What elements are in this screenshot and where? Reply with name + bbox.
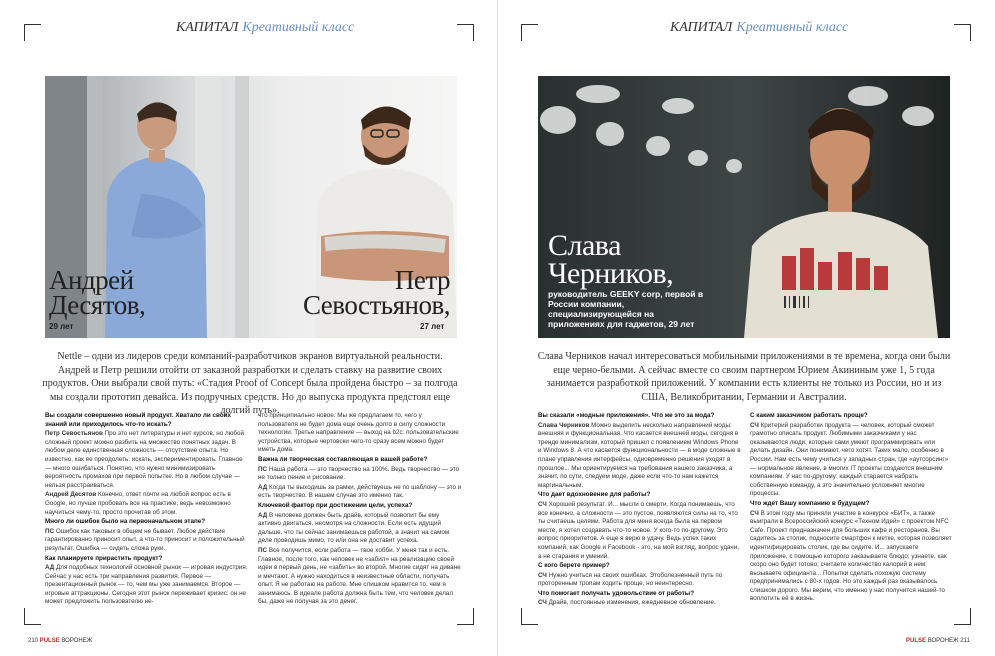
speaker-label: АД (45, 564, 55, 572)
lead-paragraph: Nettle – одни из лидеров среди компаний-разработчиков экранов виртуальной реальности. Андрей и Петр решили отойти от заказной разработки и сделать ставку на развитие своих продуктов. Они выбрали свой путь: «Стадия Proof of Concept была пройдена быстро – за полгода мы создали прототип девайса. Из подручных средств. Но до выпуска продукта предстоял еще долгий путь». (42, 351, 458, 416)
interview-answer (258, 484, 462, 501)
answer-text: что принципиально новое. Мы же предлагаем то, чего у пользователя не будет дома еще очень долго в силу сложности технологии. Третье направление — выход на b2c: пользовательские устройства, которые чертовски чего-то сразу всем можно будет иметь дома. (258, 412, 459, 454)
interview-answer (45, 491, 249, 517)
left-page (0, 0, 497, 656)
interview-answer (45, 528, 249, 554)
person-age-1: 29 лет (49, 322, 74, 331)
page-number: 210 (28, 638, 39, 644)
text-column-2 (258, 412, 462, 634)
speaker-label: ПС (258, 465, 268, 473)
interview-answer (538, 501, 742, 561)
interview-answer (750, 422, 954, 499)
person-name-2: Петр Севостьянов, (302, 265, 450, 320)
interview-question: Ключевой фактор при достижении цели, успеха? (258, 501, 413, 509)
person-age-2: 27 лет (420, 322, 445, 331)
corner-ornament (954, 24, 971, 41)
interview-answer (45, 564, 249, 607)
interview-answer (258, 466, 462, 483)
interview-answer (45, 430, 249, 490)
answer-text: Наша работа — это творчество на 100%. Ведь творчество — это не только пение и рисование. (258, 465, 460, 482)
section-header (670, 20, 848, 36)
interview-question: Как планируете прирастить продукт? (45, 554, 163, 562)
corner-ornament (457, 24, 474, 41)
interview-answer (258, 412, 462, 455)
answer-text: Все получится, если работа — твое хобби. У меня так и есть. Главное, после того, как человек не «забил» на реализацию своей идеи в первый день, не «забить» во второй. Многие сидят на диване и мечтают. А нужно находиться в неизвестные области, получать опыт. Я не работаю на работе. Мне слишком нравится то, чем я занимаюсь. В идеале работа должна быть тем, что человек делал бы, даже не получая за это денег. (258, 546, 461, 606)
magazine-brand: PULSE (906, 638, 927, 644)
person-name-1: Андрей Десятов, (49, 265, 146, 320)
magazine-brand: PULSE (39, 638, 60, 644)
page-number: 211 (960, 638, 970, 644)
speaker-label: АД (258, 483, 268, 491)
answer-text: В этом году мы приняли участие в конкурсе «БИТ», а также выиграли в Всероссийский конкурс «Техном Идей» с проектом NFC Cafe. Проект предназначен для больших кафе и ресторанов. Вы садитесь за столик, подносите смартфон к метке, которая позволяет идентифицировать столик, где вы сидите. И... запускаете приложение, с помощью которого заказываете блюдо; узнаете, как скоро оно будет готово; считаете количество калорий в нем; вызываете официанта... Попытки сделать похожую систему предпринимались с 80-х годов. Но это каждый раз оказывалось слишком дорого. Мы верим, что именно у нас получится нашей-то воплотить её в жизнь. (750, 509, 952, 603)
page-footer (906, 638, 970, 644)
page-footer (28, 638, 92, 644)
interview-question: Что ждет Вашу компанию в будущем? (750, 499, 870, 507)
speaker-label: ПС (45, 527, 55, 535)
answer-text: В человеке должен быть драйв, который позволит бы ему активно двигаться, несмотря на сложности. Если есть идущий дальше, что ты сейчас занимаешься работой, а значит на самом деле проводишь мимо, то или она не доставит успеха. (258, 511, 450, 545)
magazine-city: ВОРОНЕЖ (927, 638, 959, 644)
interview-question: Что дает вдохновение для работы? (538, 491, 651, 499)
speaker-label: Андрей Десятов (45, 491, 97, 499)
header-sub: Креативный класс (242, 20, 355, 35)
speaker-label: СЧ (538, 500, 547, 508)
interview-answer (538, 599, 742, 608)
interview-question: Много ли ошибок было на первоначальном этапе? (45, 518, 206, 526)
person-caption: руководитель GEEKY corp, первой в России компании, специализирующейся на приложениях для гаджетов, 29 лет (548, 289, 704, 329)
speaker-label: СЧ (538, 599, 547, 607)
interview-question: Вы сказали «модные приложения». Что же это за мода? (538, 412, 715, 419)
section-header (176, 20, 354, 36)
interview-answer (258, 547, 462, 607)
answer-text: Драйв, постоянные изменения, ежедневное обновление. (548, 599, 716, 607)
magazine-city: ВОРОНЕЖ (61, 638, 93, 644)
text-column-1 (45, 412, 249, 634)
speaker-label: ПС (258, 546, 268, 554)
speaker-label: СЧ (750, 509, 759, 517)
corner-ornament (954, 608, 971, 625)
interview-answer (538, 422, 742, 491)
corner-ornament (521, 24, 538, 41)
speaker-label: СЧ (750, 421, 759, 429)
corner-ornament (24, 24, 41, 41)
answer-text: Можно выделить несколько направлений моды: внешняя и функциональная. Что касается внешней моды, сегодня в тренде минимализм, который пришел с появлением Windows Phone и Windows 8. А что касается функциональности — в моде сложные в плане управления интерфейсы, одновременно решения уходят в прошлое... Мы ориентируемся на требования нашего заказчика, а значит, по сути, следуем моде, даже если что-то нам кажется маргинальным. (538, 421, 741, 489)
answer-text: Конечно, ответ почти на любой вопрос есть в Google, но лучше пробовать все на практике, ведь невозможно научиться чему-то, просто прочитав об этом. (45, 491, 231, 516)
corner-ornament (24, 608, 41, 625)
header-main: КАПИТАЛ (670, 20, 733, 35)
right-page (498, 0, 995, 656)
interview-question: Что помогает получать удовольствие от работы? (538, 589, 695, 597)
answer-text: Хороший результат. И... мысли о смерти. Когда понимаешь, что все конечно, а сложности — это пустое, появляются силы на то, что ты считаешь целями. Работа для меня всегда была на первом месте, я хотел создавать что-то новое. У кого-то по-другому. Это вопрос приоритетов. А еще я верю в удачу. Ведь успех таких компаний, как Google и Facebook - это, на мой взгляд, вопрос удачи, а не старания и умений. (538, 500, 739, 560)
interview-answer (538, 572, 742, 589)
text-column-2 (750, 412, 954, 634)
speaker-label: СЧ (538, 571, 547, 579)
interview-answer (750, 510, 954, 605)
interview-question: Вы создали совершенно новый продукт. Хватало ли своих знаний или приходилось что-то искать? (45, 412, 232, 428)
answer-text: Ошибок как таковых в общем не бывает. Любое действие гарантированно приносит опыт, а что-то приносит и положительный результат. Ошибка — сидеть сложа руки. (45, 527, 245, 552)
answer-text: Когда ты выходишь за рамки, действуешь не по шаблону — это и есть творчество. В нашем случае это именно так. (258, 483, 462, 500)
speaker-label: Петр Севостьянов (45, 430, 103, 438)
answer-text: Про это нет литературы и нет курсов, но любой сложный проект можно разбить на множество понятных задач. В любом деле единственная сложность — отсутствие опыта. Но известно, как ее преодолеть: искать, экспериментировать. Главное — много ошибаться. Понятно, что нужно минимизировать вероятность промахов при первой попытке. Но в любом случае — нельзя расстраиваться. (45, 430, 245, 489)
interview-question: Важна ли творческая составляющая в вашей работе? (258, 455, 428, 463)
answer-text: Нужно учиться на своих ошибках. Этоболезненный путь по проторенным тропам ходить проще, но неинтересно. (538, 571, 723, 588)
answer-text: Для подобных технологий основной рынок — игровая индустрия. Сейчас у нас есть три направления развития. Первое — презентационный рынок — то, чем мы уже занимаемся. Второе — игровые аттракционы. Сегодня этот рынок переживает кризис: он не может предложить пользователю не- (45, 564, 248, 606)
speaker-label: Слава Черников (538, 421, 590, 429)
header-sub: Креативный класс (736, 20, 849, 35)
answer-text: Критерий разработки продукта — человек, который сможет грамотно описать продукт. Любимыми заказчиками у нас оказываются люди, которые сами умеют программировать или делать дизайн. Они понимают, чего хотят. Таких мало, особенно в России. Нам есть чему учиться у западных стран, где «аутсорсинг» — нормальное явление, в многих IT проекты создаются внешним компаниям. У нас по-другому: каждый старается набрать собственную команду, а это значительно усложняет многие процессы. (750, 421, 949, 498)
interview-question: С кого берете пример? (538, 562, 610, 570)
corner-ornament (521, 608, 538, 625)
person-name: Слава Черников, (548, 229, 674, 290)
interview-answer (258, 512, 462, 546)
interview-question: С каким заказчиком работать проще? (750, 412, 868, 419)
header-main: КАПИТАЛ (176, 20, 239, 35)
speaker-label: АД (258, 511, 268, 519)
lead-paragraph: Слава Черников начал интересоваться мобильными приложениями в те времена, когда они были еще черно-белыми. А сейчас вместе со своим партнером Юрием Акининым уже 1, 5 года занимается разработкой приложений. У компании есть клиенты не только из России, но и из США, Великобритании, Германии и Австралии. (537, 351, 951, 403)
text-column-1 (538, 412, 742, 634)
